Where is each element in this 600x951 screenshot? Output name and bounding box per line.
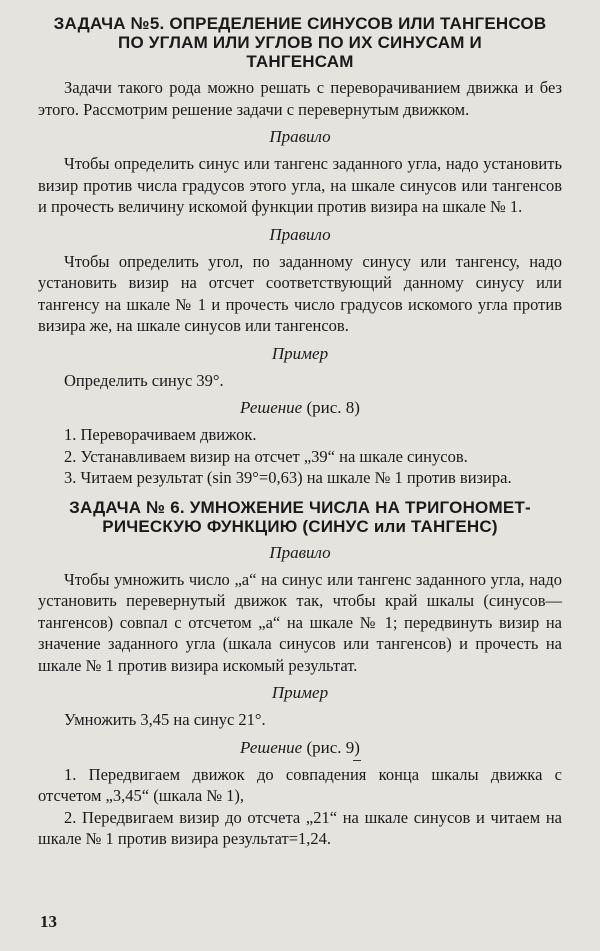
task5-step-1: 1. Переворачиваем движок. (64, 425, 257, 444)
task6-solution-title: Решение (240, 737, 303, 757)
task6-heading-line-1: ЗАДАЧА № 6. УМНОЖЕНИЕ ЧИСЛА НА ТРИГОНОМЕТ- (69, 497, 531, 517)
task5-heading-line-2: ПО УГЛАМ ИЛИ УГЛОВ ПО ИХ СИНУСАМ И (118, 33, 482, 52)
task5-example-text: Определить синус 39°. (64, 370, 224, 390)
task5-heading-line-3: ТАНГЕНСАМ (246, 52, 354, 71)
task5-rule2-text: Чтобы определить угол, по заданному синусу или тангенсу, надо установить визир на отсчет соответствующий данному синусу или тангенсу на шкале № 1 и прочесть число градусов искомого угла против визира же, на шкале синусов или тангенсов. (38, 251, 562, 335)
task5-solution-ref: (рис. 8) (306, 398, 360, 417)
task6-rule-title: Правило (269, 542, 331, 562)
task6-example-title: Пример (271, 683, 329, 702)
task6-solution-heading (38, 737, 562, 759)
task5-rule2-title: Правило (269, 224, 331, 244)
task5-rule1-text: Чтобы определить синус или тангенс заданного угла, надо установить визир против числа градусов этого угла, на шкале синусов или тангенсов и прочесть величину искомой функции против визира на шкале № 1. (38, 154, 562, 216)
page-number: 13 (40, 912, 57, 931)
task6-example-text: Умножить 3,45 на синус 21°. (64, 710, 266, 729)
task6-step-2: 2. Передвигаем визир до отсчета „21“ на шкале синусов и читаем на шкале № 1 против визира результат=1,24. (38, 807, 562, 848)
task5-rule1-title: Правило (269, 127, 331, 146)
task6-step-1: 1. Передвигаем движок до совпадения конца шкалы движка с отсчетом „3,45“ (шкала № 1), (38, 764, 562, 805)
task5-example-title: Пример (271, 343, 329, 363)
task6-heading (38, 498, 562, 536)
task6-rule-text: Чтобы умножить число „а“ на синус или тангенс заданного угла, надо установить перевернутый движок так, чтобы край шкалы (синусов—тангенсов) совпал с отсчетом „а“ на шкале № 1; передвинуть визир на значение заданного угла (шкала синусов или тангенсов) и прочесть на шкале № 1 против визира искомый результат. (38, 569, 562, 675)
task6-heading-line-2: РИЧЕСКУЮ ФУНКЦИЮ (СИНУС или ТАНГЕНС) (102, 516, 498, 536)
task5-intro: Задачи такого рода можно решать с переворачиванием движка и без этого. Рассмотрим решение задачи с перевернутым движком. (38, 78, 562, 119)
task5-step-3: 3. Читаем результат (sin 39°=0,63) на шкале № 1 против визира. (64, 468, 512, 487)
task5-heading (38, 14, 562, 71)
task5-heading-line-1: ЗАДАЧА №5. ОПРЕДЕЛЕНИЕ СИНУСОВ ИЛИ ТАНГЕНСОВ (53, 14, 547, 33)
stray-mark (353, 760, 361, 761)
task5-step-2: 2. Устанавливаем визир на отсчет „39“ на шкале синусов. (64, 446, 468, 466)
task5-solution-heading (38, 397, 562, 419)
task6-solution-ref: (рис. 9) (306, 737, 360, 757)
task5-solution-title: Решение (240, 398, 303, 417)
